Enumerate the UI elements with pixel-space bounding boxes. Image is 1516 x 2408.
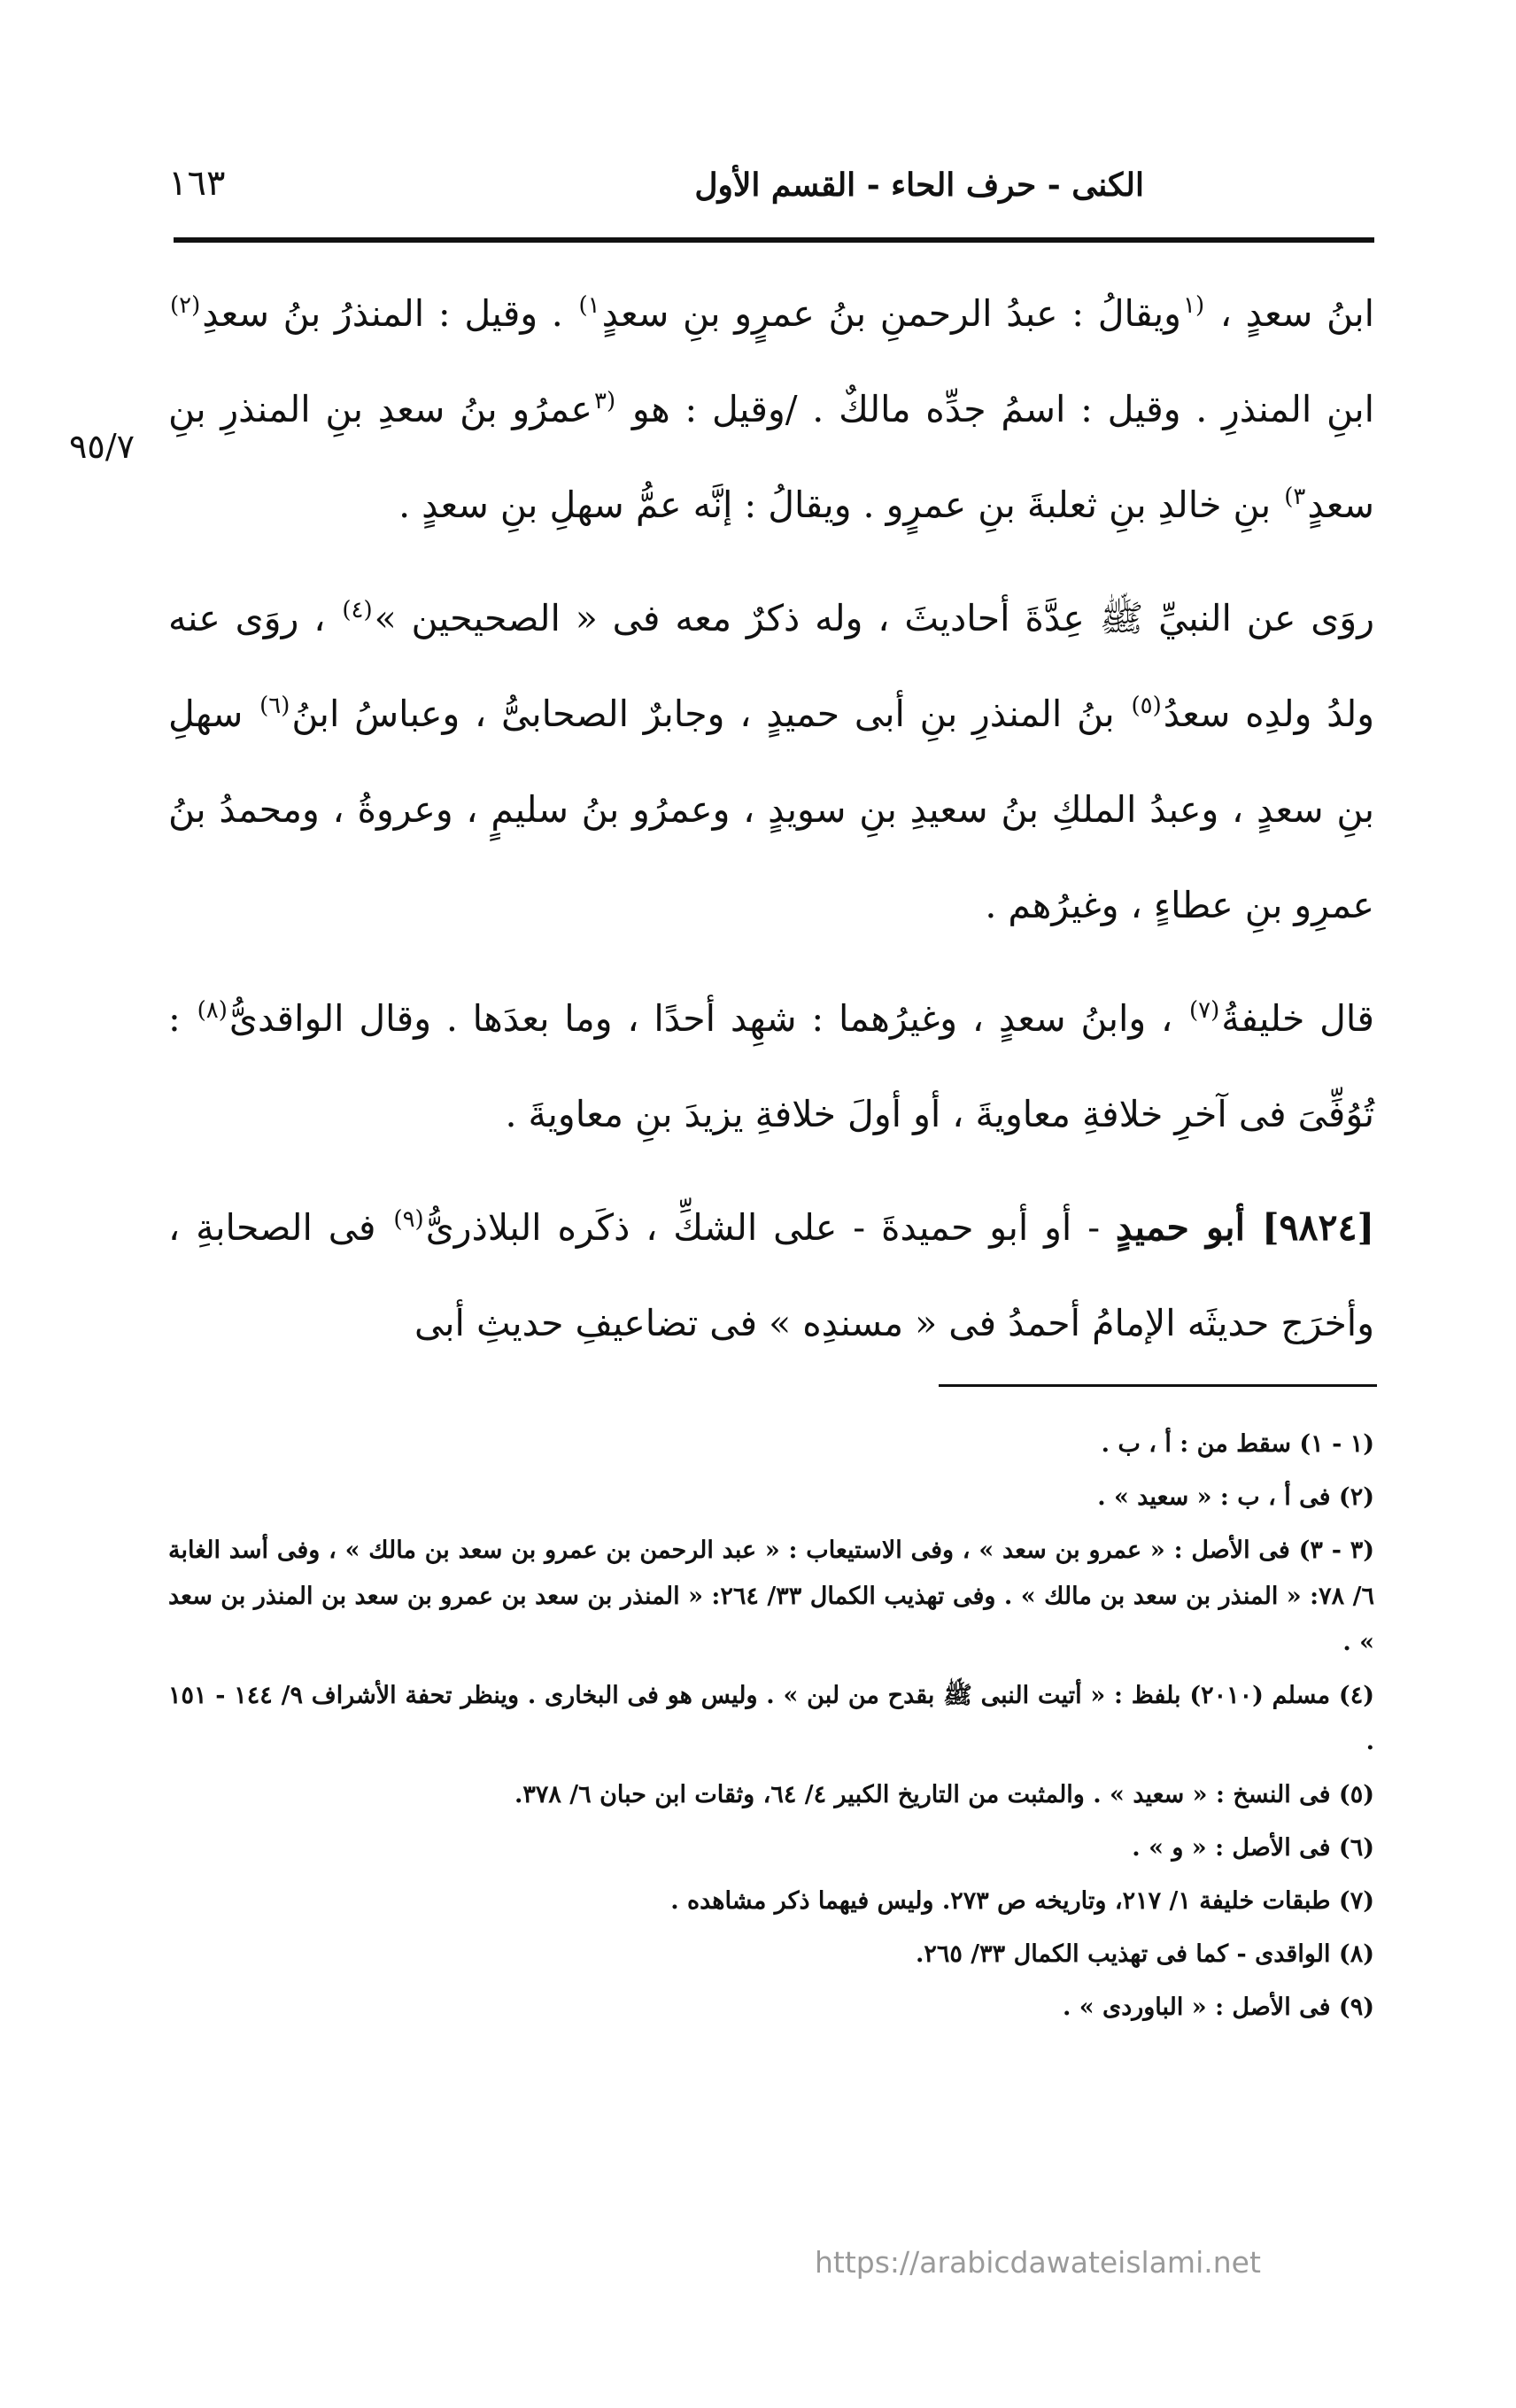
text-run: ويقالُ : عبدُ الرحمنِ بنُ عمرٍو بنِ سعدٍ <box>601 292 1181 335</box>
entry-name: أبو حميدٍ <box>1115 1206 1263 1249</box>
footnote-ref: (١ <box>1182 292 1205 320</box>
text-run: روَى عن النبيِّ ﷺ عِدَّةَ أحاديثَ ، وله ذكرٌ معه فى « الصحيحين » <box>374 597 1374 639</box>
text-run: : تُوُفِّىَ فى آخرِ خلافةِ معاويةَ ، أو أولَ خلافةِ يزيدَ بنِ معاويةَ . <box>168 997 1374 1135</box>
running-header <box>168 163 1374 228</box>
footnote: (٣ - ٣) فى الأصل : « عمرو بن سعد » ، وفى الاستيعاب : « عبد الرحمن بن عمرو بن سعد بن مالك » ، وفى أسد الغابة ٦/ ٧٨: « المنذر بن سعد بن مالك » . وفى تهذيب الكمال ٣٣/ ٢٦٤: « المنذر بن سعد بن عمرو بن سعد بن المنذر بن سعد » . <box>168 1537 1374 1656</box>
footnote-ref: (٦) <box>259 693 290 720</box>
footnotes <box>168 1421 1374 2038</box>
paragraph-1 <box>168 266 1374 553</box>
footnote-ref: (٩) <box>393 1206 424 1234</box>
footnote-rule <box>939 1384 1377 1387</box>
page-number: ١٦٣ <box>168 163 226 204</box>
main-text <box>168 266 1374 1389</box>
footnote-ref: (٣ <box>594 388 616 415</box>
entry-number: [٩٨٢٤] <box>1262 1206 1374 1249</box>
footnote: (٧) طبقات خليفة ١/ ٢١٧، وتاريخه ص ٢٧٣. وليس فيهما ذكر مشاهده . <box>670 1887 1374 1915</box>
footnote-ref: ٣) <box>1284 484 1306 511</box>
text-run: قال خليفةُ <box>1221 997 1374 1040</box>
text-run: ابنُ سعدٍ ، <box>1206 292 1374 335</box>
text-run: ، وابنُ سعدٍ ، وغيرُهما : شهِد أحدًا ، وما بعدَها . وقال الواقدىُّ <box>228 997 1188 1040</box>
text-run: ابنِ المنذرِ . وقيل : اسمُ جدِّه مالكٌ . /وقيل : هو <box>617 388 1374 430</box>
text-run: بنُ المنذرِ بنِ أبى حميدٍ ، وجابرٌ الصحابىُّ ، وعباسُ ابنُ <box>291 693 1130 735</box>
text-run: فى الصحابةِ ، وأخرَج حديثَه الإمامُ أحمدُ فى « مسندِه » فى تضاعيفِ حديثِ أبى <box>168 1206 1374 1344</box>
paragraph-2 <box>168 570 1374 953</box>
footnote: (٦) فى الأصل : « و » . <box>1132 1834 1374 1862</box>
text-run: ، روَى عنه ولدُ ولدِه سعدُ <box>168 597 1374 735</box>
text-run: بنِ خالدِ بنِ ثعلبةَ بنِ عمرٍو . ويقالُ : إنَّه عمُّ سهلِ بنِ سعدٍ . <box>398 484 1283 526</box>
footnote-ref: (٨) <box>197 997 228 1025</box>
text-run: سهلِ بنِ سعدٍ ، وعبدُ الملكِ بنُ سعيدِ بنِ سويدٍ ، وعمرُو بنُ سليمٍ ، وعروةُ ، ومحمدُ بنُ عمرِو بنِ عطاءٍ ، وغيرُهم . <box>168 693 1374 926</box>
watermark-url: https://arabicdawateislami.net <box>815 2245 1261 2280</box>
footnote: (٥) فى النسخ : « سعيد » . والمثبت من التاريخ الكبير ٤/ ٦٤، وثقات ابن حبان ٦/ ٣٧٨. <box>514 1781 1374 1808</box>
footnote: (٨) الواقدى - كما فى تهذيب الكمال ٣٣/ ٢٦٥. <box>915 1940 1374 1968</box>
text-run: عمرُو بنُ سعدِ بنِ المنذرِ بنِ سعدٍ <box>168 388 1374 526</box>
footnote-ref: (٤) <box>342 597 373 624</box>
paragraph-4 <box>168 1180 1374 1371</box>
header-title: الكنى - حرف الحاء - القسم الأول <box>694 166 1144 204</box>
header-rule <box>174 237 1374 243</box>
footnote: (٤) مسلم (٢٠١٠) بلفظ : « أتيت النبى ﷺ بقدح من لبن » . وليس هو فى البخارى . وينظر تحفة الأشراف ٩/ ١٤٤ - ١٥١ . <box>168 1682 1374 1755</box>
text-run: - أو أبو حميدةَ - على الشكِّ ، ذكَره البلاذرىُّ <box>425 1206 1116 1249</box>
footnote: (٢) فى أ ، ب : « سعيد » . <box>1097 1483 1374 1511</box>
footnote-ref: (٧) <box>1189 997 1220 1025</box>
margin-note: ٩٥/٧ <box>69 427 135 466</box>
paragraph-3 <box>168 971 1374 1162</box>
footnote-ref: ١) <box>578 292 600 320</box>
text-run: . وقيل : المنذرُ بنُ سعدِ <box>202 292 577 335</box>
footnote-ref: (٥) <box>1131 693 1162 720</box>
footnote: (٩) فى الأصل : « الباوردى » . <box>1062 1994 1374 2021</box>
footnote-ref: (٢) <box>170 292 201 320</box>
footnote: (١ - ١) سقط من : أ ، ب . <box>1101 1430 1374 1458</box>
